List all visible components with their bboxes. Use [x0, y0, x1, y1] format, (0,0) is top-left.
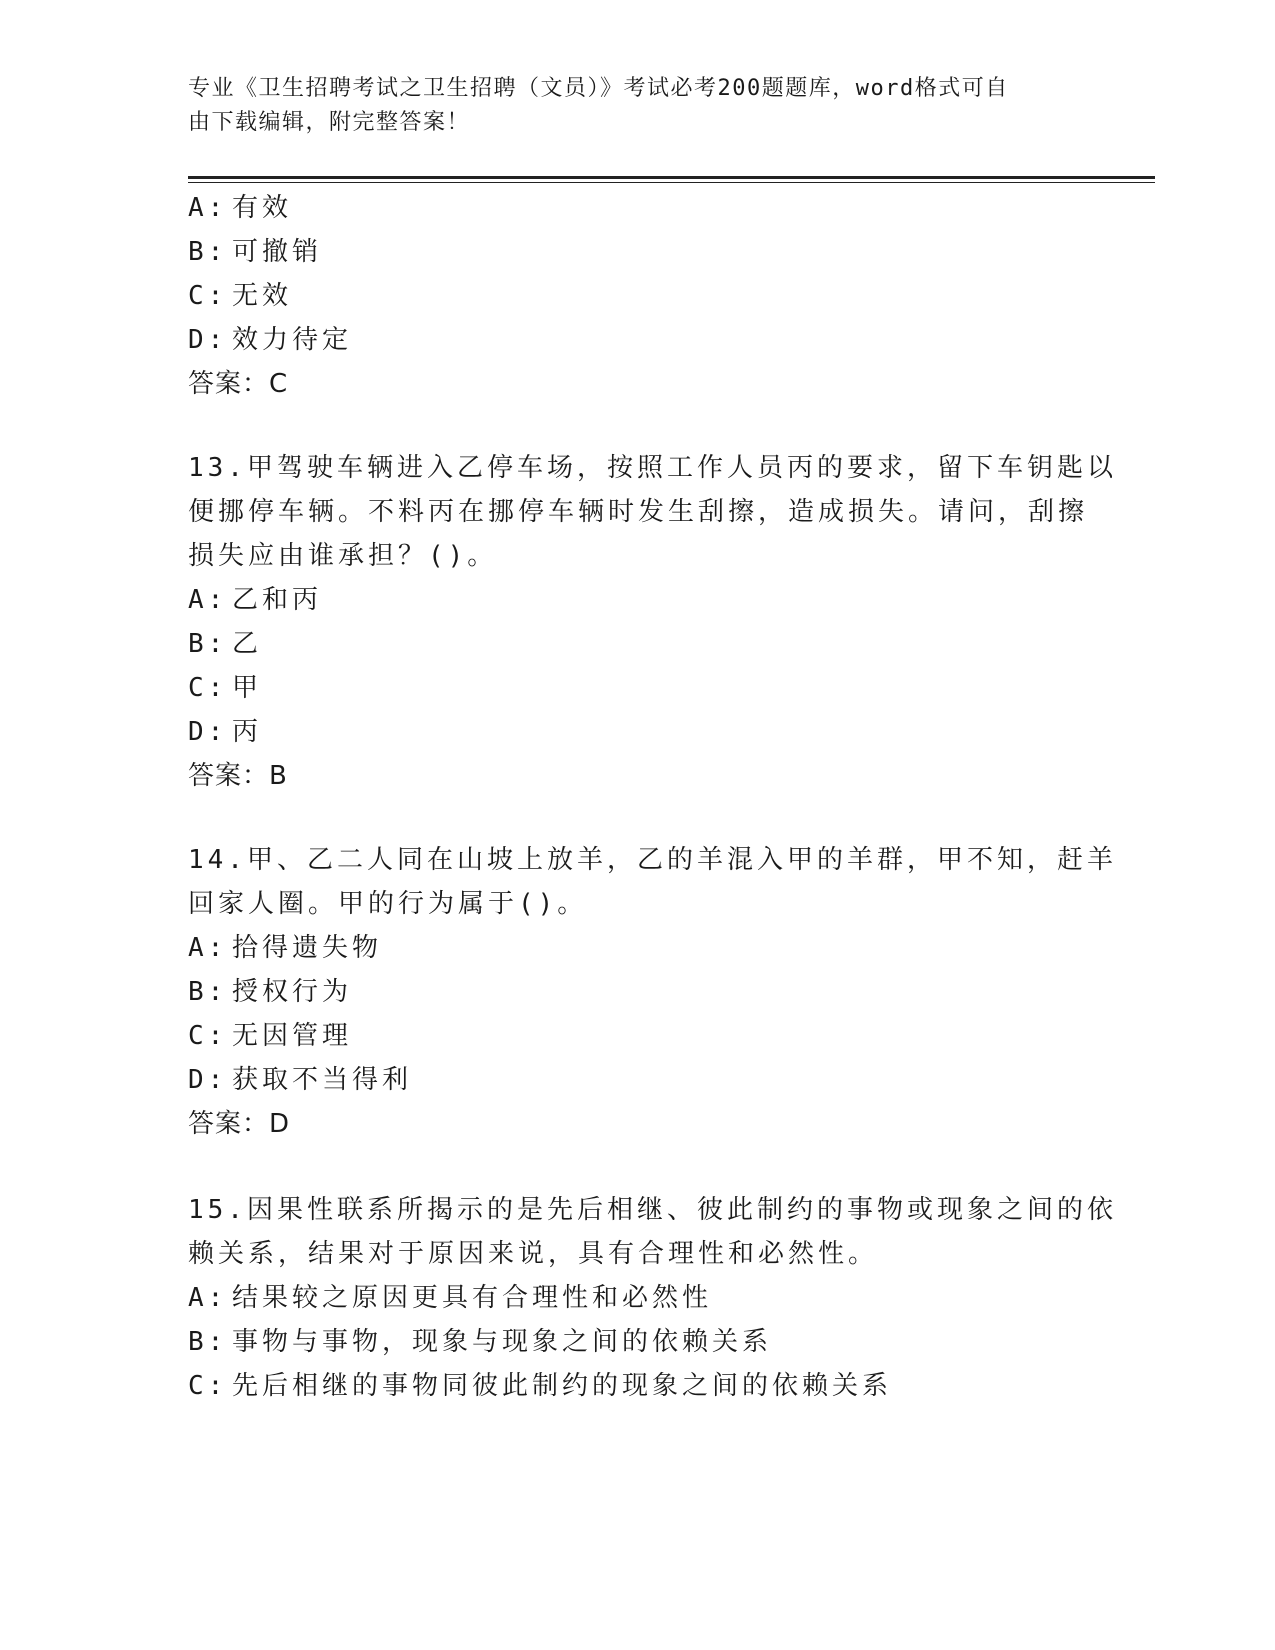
header-divider-thick — [188, 176, 1155, 179]
q14-option-c: C: 无因管理 — [188, 1021, 353, 1051]
q13-stem-line-3: 损失应由谁承担？()。 — [188, 541, 498, 571]
document-header — [188, 72, 1068, 140]
q12-option-b: B: 可撤销 — [188, 237, 323, 267]
header-line-1: 专业《卫生招聘考试之卫生招聘（文员）》考试必考200题题库，word格式可自 — [188, 76, 1009, 101]
header-line-2: 由下载编辑，附完整答案！ — [188, 110, 471, 135]
q14-stem-line-1: 14.甲、乙二人同在山坡上放羊，乙的羊混入甲的羊群，甲不知，赶羊 — [188, 845, 1117, 875]
q12-option-d: D: 效力待定 — [188, 325, 353, 355]
q13-option-c: C: 甲 — [188, 673, 263, 703]
q14-option-a: A: 拾得遗失物 — [188, 933, 383, 963]
q14-stem-line-2: 回家人圈。甲的行为属于()。 — [188, 889, 588, 919]
q15-option-c: C: 先后相继的事物同彼此制约的现象之间的依赖关系 — [188, 1371, 893, 1401]
q15-stem-line-1: 15.因果性联系所揭示的是先后相继、彼此制约的事物或现象之间的依 — [188, 1195, 1117, 1225]
q14-option-d: D: 获取不当得利 — [188, 1065, 413, 1095]
q13-stem-line-1: 13.甲驾驶车辆进入乙停车场，按照工作人员丙的要求，留下车钥匙以 — [188, 453, 1117, 483]
q14-answer: 答案：D — [188, 1109, 291, 1139]
q13-option-d: D: 丙 — [188, 717, 263, 747]
q12-answer: 答案：C — [188, 369, 289, 399]
q15-stem-line-2: 赖关系，结果对于原因来说，具有合理性和必然性。 — [188, 1239, 879, 1269]
q12-option-a: A: 有效 — [188, 193, 293, 223]
q13-stem-line-2: 便挪停车辆。不料丙在挪停车辆时发生刮擦，造成损失。请问，刮擦 — [188, 497, 1089, 527]
header-divider-thin — [188, 182, 1155, 183]
q13-answer: 答案：B — [188, 761, 288, 791]
q14-option-b: B: 授权行为 — [188, 977, 353, 1007]
q13-option-a: A: 乙和丙 — [188, 585, 323, 615]
q15-option-b: B: 事物与事物，现象与现象之间的依赖关系 — [188, 1327, 773, 1357]
q13-option-b: B: 乙 — [188, 629, 263, 659]
q12-option-c: C: 无效 — [188, 281, 293, 311]
q15-option-a: A: 结果较之原因更具有合理性和必然性 — [188, 1283, 713, 1313]
